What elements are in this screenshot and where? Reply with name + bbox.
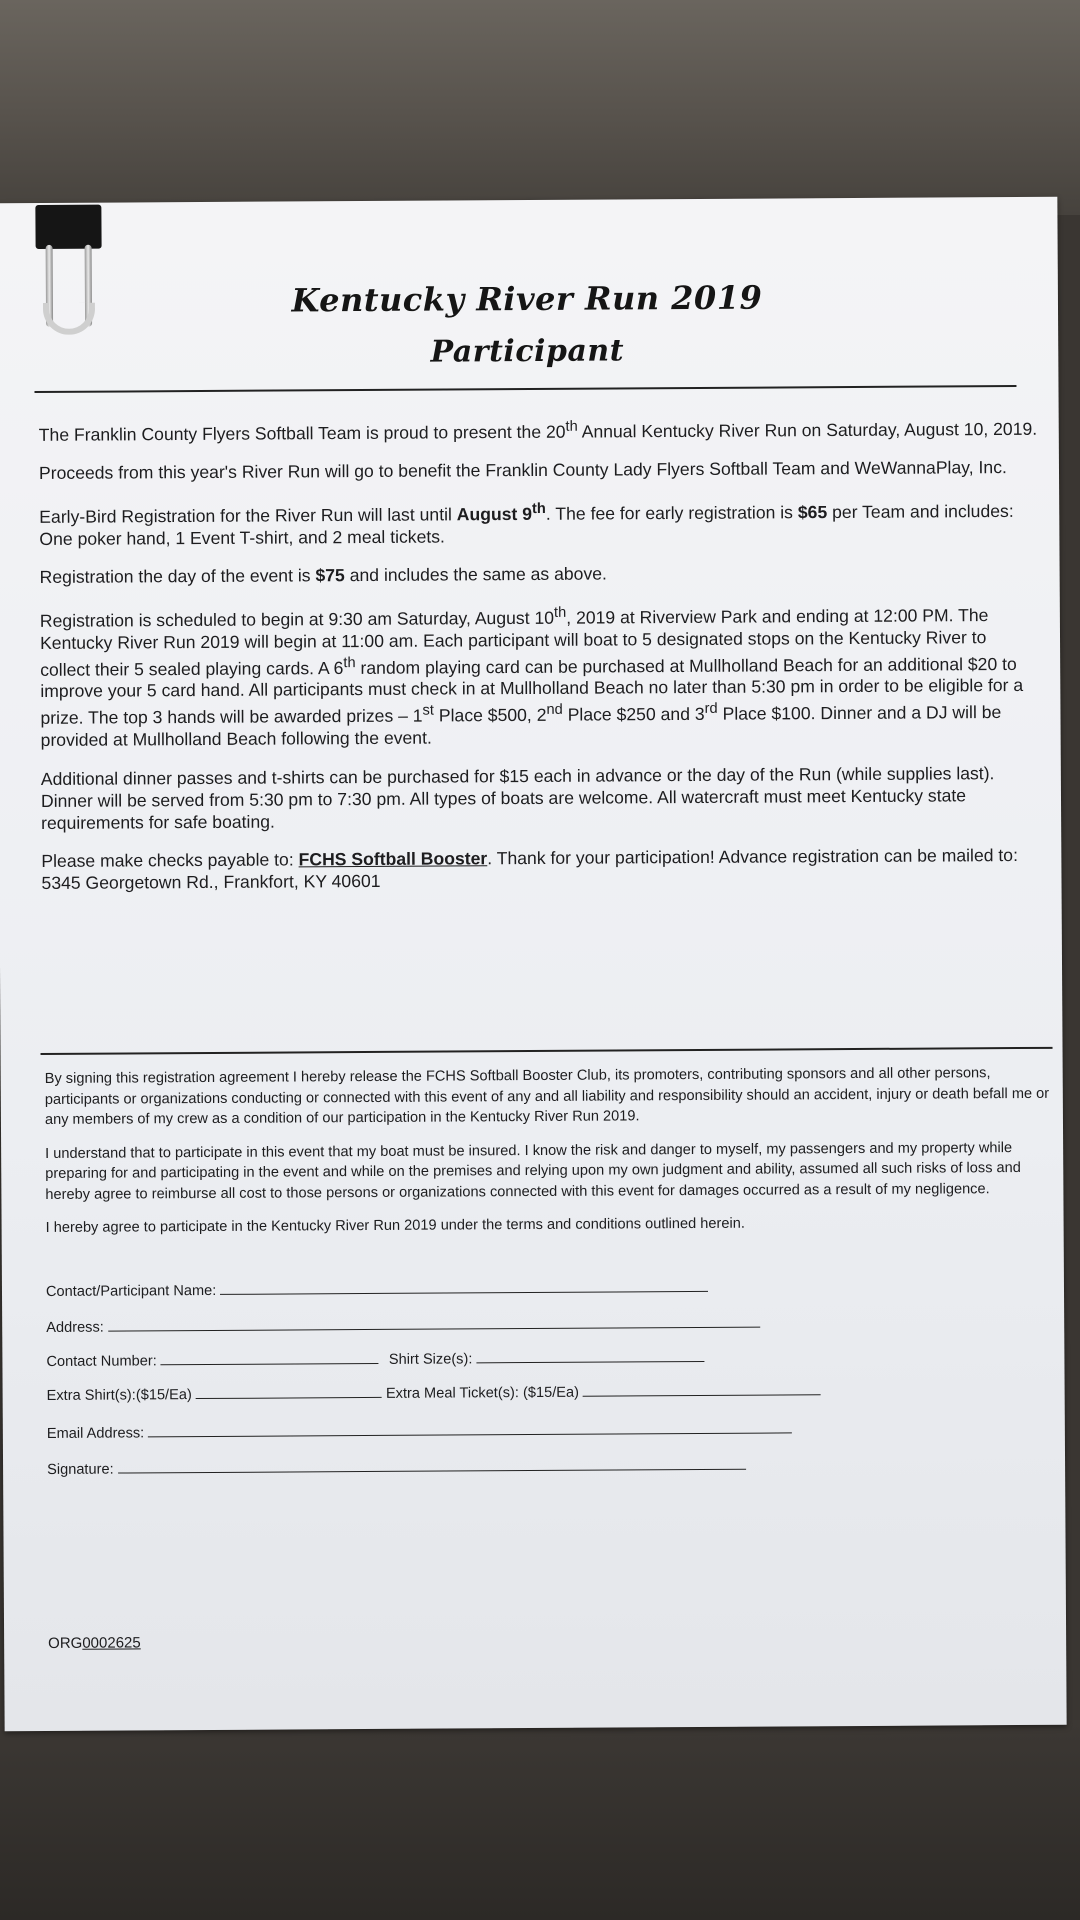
paragraph-proceeds: Proceeds from this year's River Run will go to benefit the Franklin County Lady Flyers Softball Team and WeWannaPlay, Inc. xyxy=(38,457,1007,484)
extra-shirts-label: Extra Shirt(s):($15/Ea) xyxy=(46,1387,192,1404)
extra-shirts-field[interactable] xyxy=(196,1383,382,1399)
email-label: Email Address: xyxy=(46,1425,145,1442)
address-row xyxy=(46,1313,760,1336)
event-description xyxy=(39,413,1042,911)
shirt-size-field[interactable] xyxy=(476,1347,704,1363)
waiver-release: By signing this registration agreement I hereby release the FCHS Softball Booster Club, its promoters, contributing sponsors and all other persons, participants or organizations conducting or connected with this event of any and all liability and responsibility should an accident, injury or death befall me or any members of my crew as a condition of our participation in the Kentucky River Run 2019. xyxy=(44,1065,1050,1128)
paragraph-payment: Please make checks payable to: FCHS Softball Booster. Thank for your participation! Advance registration can be mailed to: 5345 Georgetown Rd., Frankfort, KY 40601 xyxy=(41,845,1019,894)
org-reference-number: ORG0002625 xyxy=(48,1634,141,1652)
email-row xyxy=(47,1418,793,1442)
waiver-insurance: I understand that to participate in this event that my boat must be insured. I know the risk and danger to myself, my passengers and my property while preparing for and participating in the event and while on the premises and relying upon my own judgment and ability, assumed all such risks of loss and hereby agree to reimburse all cost to those persons or organizations connected with this event for damages occurred as a result of my negligence. xyxy=(45,1139,1021,1203)
email-field[interactable] xyxy=(148,1418,792,1437)
contact-number-label: Contact Number: xyxy=(46,1353,157,1370)
waiver-section xyxy=(45,1063,1056,1252)
paragraph-day-of: Registration the day of the event is $75 and includes the same as above. xyxy=(39,563,607,588)
signature-row xyxy=(47,1455,746,1478)
address-label: Address: xyxy=(46,1319,104,1336)
shirt-size-label: Shirt Size(s): xyxy=(388,1351,473,1368)
background-top xyxy=(0,0,1080,215)
title-divider xyxy=(34,385,1016,392)
waiver-agreement: I hereby agree to participate in the Kentucky River Run 2019 under the terms and conditions outlined herein. xyxy=(45,1215,745,1236)
extra-meal-field[interactable] xyxy=(583,1380,821,1396)
section-divider xyxy=(41,1047,1053,1055)
paragraph-schedule: Registration is scheduled to begin at 9:30 am Saturday, August 10th, 2019 at Riverview Park and ending at 12:00 PM. The Kentucky River Run 2019 will begin at 11:00 am. Each participant will boat to 5 designated stops on the Kentucky River to collect their 5 sealed playing cards. A 6th random playing card can be purchased at Mullholland Beach for an additional $20 to improve your 5 card hand. All participants must check in at Mullholland Beach no later than 5:30 pm in order to be eligible for a prize. The top 3 hands will be awarded prizes – 1st Place $500, 2nd Place $250 and 3rd Place $100. Dinner and a DJ will be provided at Mullholland Beach following the event. xyxy=(39,604,1024,751)
paragraph-early-bird: Early-Bird Registration for the River Run will last until August 9th. The fee for early registration is $65 per Team and includes: One poker hand, 1 Event T-shirt, and 2 meal tickets. xyxy=(39,500,1014,549)
contact-number-field[interactable] xyxy=(161,1349,379,1365)
contact-name-field[interactable] xyxy=(220,1277,708,1295)
document-subtitle: Participant xyxy=(430,333,625,370)
contact-name-label: Contact/Participant Name: xyxy=(45,1282,217,1300)
signature-field[interactable] xyxy=(118,1455,746,1474)
paragraph-intro: The Franklin County Flyers Softball Team is proud to present the 20th Annual Kentucky River Run on Saturday, August 10, 2019. xyxy=(38,418,1038,445)
paragraph-extras: Additional dinner passes and t-shirts can be purchased for $15 each in advance or the day of the Run (while supplies last). Dinner will be served from 5:30 pm to 7:30 pm. All types of boats are welcome. All watercraft must meet Kentucky state requirements for safe boating. xyxy=(40,762,995,833)
registration-form-paper xyxy=(0,197,1067,1731)
document-title: Kentucky River Run 2019 xyxy=(291,278,763,320)
contact-number-row xyxy=(46,1347,704,1370)
background-bottom xyxy=(0,1720,1080,1920)
signature-label: Signature: xyxy=(47,1461,114,1478)
extras-row xyxy=(47,1380,821,1404)
extra-meal-label: Extra Meal Ticket(s): ($15/Ea) xyxy=(385,1384,579,1402)
address-field[interactable] xyxy=(108,1313,760,1332)
contact-name-row xyxy=(46,1277,709,1300)
